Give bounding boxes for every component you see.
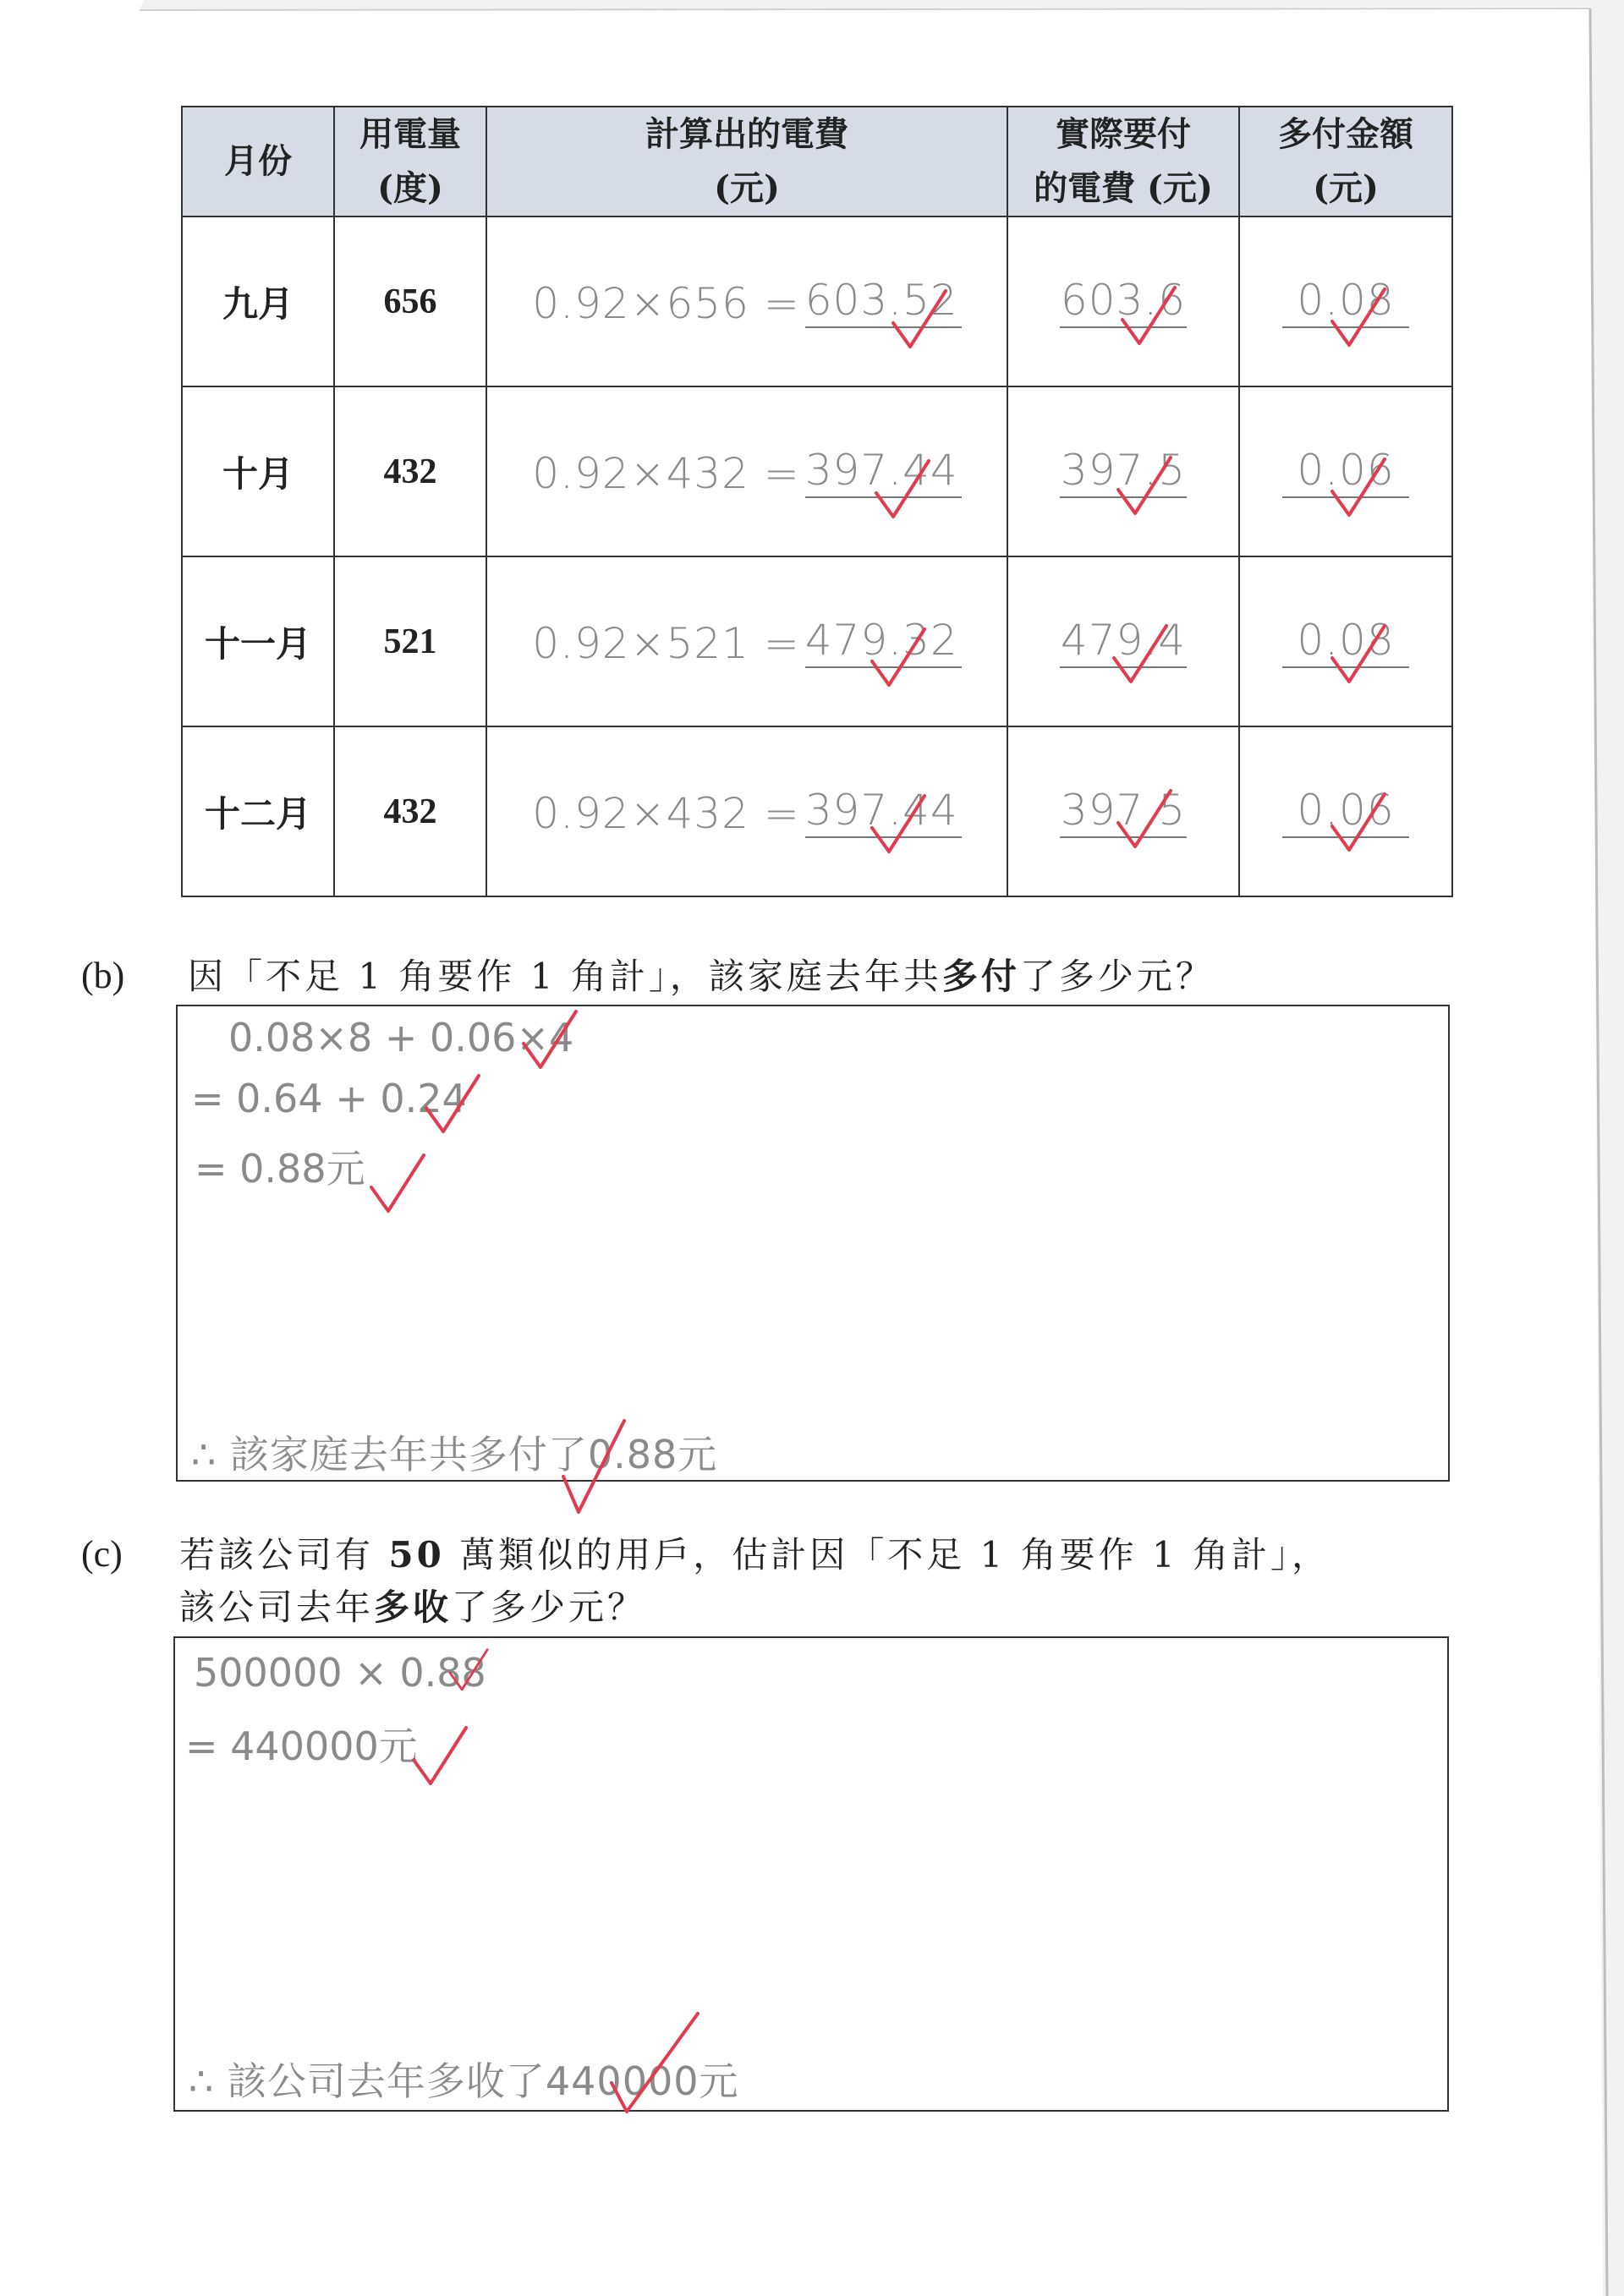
actual-fee-value: 397.5 <box>1060 446 1187 498</box>
work-line-b-1: 0.08×8 + 0.06×4 <box>228 1015 574 1060</box>
work-line-c-2: = 440000元 <box>185 1723 418 1769</box>
question-b-label: (b) <box>81 955 125 996</box>
month-cell: 十二月 <box>182 726 334 896</box>
actual-cell <box>1007 386 1239 556</box>
question-c-line2: 該公司去年多收了多少元？ <box>179 1586 647 1628</box>
month-cell: 十一月 <box>182 556 334 726</box>
conclusion-b: ∴ 該家庭去年共多付了0.88元 <box>191 1432 718 1477</box>
extra-cell <box>1239 726 1452 896</box>
actual-fee-value: 397.5 <box>1060 786 1187 838</box>
check-mark-icon <box>368 1150 427 1218</box>
overpaid-value: 0.08 <box>1282 276 1409 328</box>
calc-cell <box>486 726 1007 896</box>
calc-expression: 0.92×656 = <box>532 278 800 328</box>
calc-cell <box>486 386 1007 556</box>
table-row <box>182 726 1452 896</box>
calc-expression: 0.92×432 = <box>532 448 800 498</box>
month-cell: 九月 <box>182 216 334 386</box>
calc-expression: 0.92×521 = <box>532 618 800 668</box>
usage-cell: 432 <box>334 726 486 896</box>
calc-result: 479.32 <box>805 616 962 668</box>
extra-cell <box>1239 216 1452 386</box>
answer-box-c <box>173 1636 1449 2112</box>
conclusion-c: ∴ 該公司去年多收了440000元 <box>189 2058 739 2104</box>
month-cell: 十月 <box>182 386 334 556</box>
calc-result: 603.52 <box>805 276 962 328</box>
header-usage: 用電量 (度) <box>334 107 486 216</box>
actual-cell <box>1007 726 1239 896</box>
usage-cell: 432 <box>334 386 486 556</box>
check-mark-icon <box>410 1723 469 1790</box>
actual-cell <box>1007 216 1239 386</box>
table-row <box>182 556 1452 726</box>
header-calculated-fee: 計算出的電費 (元) <box>486 107 1007 216</box>
calc-result: 397.44 <box>805 786 962 838</box>
usage-cell: 656 <box>334 216 486 386</box>
actual-cell <box>1007 556 1239 726</box>
actual-fee-value: 479.4 <box>1060 616 1187 668</box>
table-row <box>182 216 1452 386</box>
usage-cell: 521 <box>334 556 486 726</box>
work-line-c-1: 500000 × 0.88 <box>194 1650 486 1696</box>
question-c-line1: 若該公司有 50 萬類似的用戶，估計因「不足 1 角要作 1 角計」， <box>179 1534 1331 1575</box>
work-line-b-2: = 0.64 + 0.24 <box>191 1076 467 1121</box>
work-line-b-3: = 0.88元 <box>195 1146 365 1192</box>
table-header-row <box>182 107 1452 216</box>
question-b-text: 因「不足 1 角要作 1 角計」，該家庭去年共多付了多少元？ <box>188 956 1215 997</box>
actual-fee-value: 603.6 <box>1060 276 1187 328</box>
overpaid-value: 0.06 <box>1282 446 1409 498</box>
calc-cell <box>486 556 1007 726</box>
calc-cell <box>486 216 1007 386</box>
header-month: 月份 <box>182 107 334 216</box>
header-actual-fee: 實際要付 的電費 (元) <box>1007 107 1239 216</box>
calc-expression: 0.92×432 = <box>532 788 800 838</box>
extra-cell <box>1239 556 1452 726</box>
calc-result: 397.44 <box>805 446 962 498</box>
question-c-label: (c) <box>81 1533 123 1575</box>
electricity-table <box>181 106 1453 897</box>
answer-box-b <box>176 1005 1450 1482</box>
overpaid-value: 0.08 <box>1282 616 1409 668</box>
overpaid-value: 0.06 <box>1282 786 1409 838</box>
header-overpaid: 多付金額 (元) <box>1239 107 1452 216</box>
table-row <box>182 386 1452 556</box>
extra-cell <box>1239 386 1452 556</box>
